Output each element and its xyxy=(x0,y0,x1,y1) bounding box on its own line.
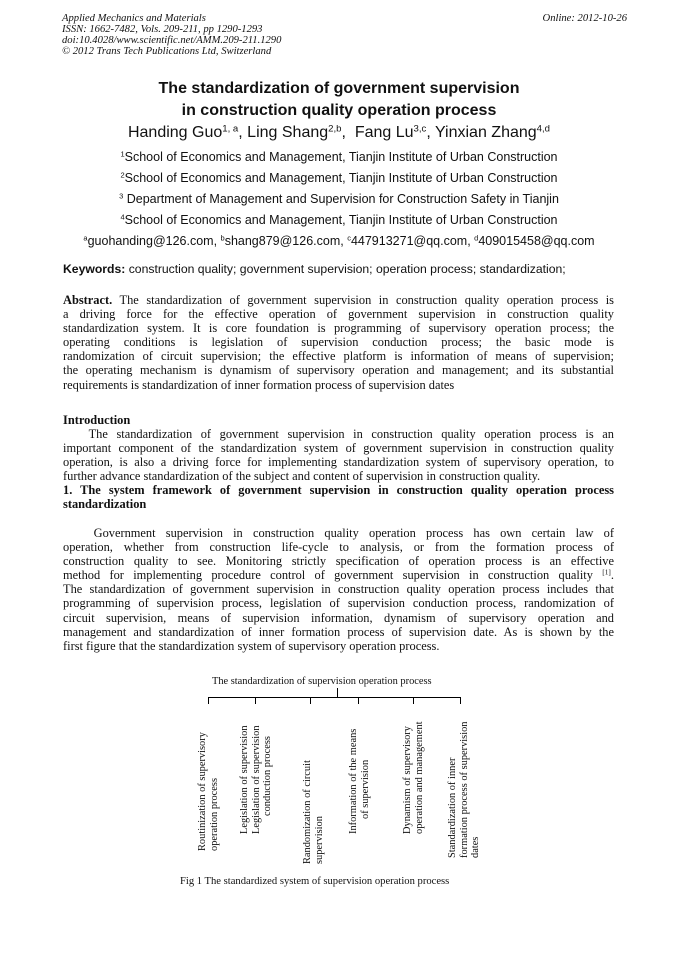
affiliation-sup: 3 xyxy=(119,191,124,201)
author-sup: 4,d xyxy=(536,123,551,135)
figure-root-node: The standardization of supervision operation process xyxy=(212,676,432,687)
intro-line: The standardization of government supervision in construction quality operation process is an xyxy=(63,427,614,441)
intro-line: operation, is also a driving force for implementing standardization system of supervisory operation, to xyxy=(63,455,614,470)
branch-label-line: Dynamism of supervisory xyxy=(402,726,413,834)
body-line: programming of supervision process, legislation of supervision conduction process, randomization of xyxy=(63,596,614,611)
figure-branch-2 xyxy=(239,725,274,834)
abstract-line: standardization system. It is core foundation is programming of supervisory operation process; the xyxy=(63,321,614,336)
intro-line: important component of the standardization system of government supervision in construction quality xyxy=(63,441,614,456)
body-line: construction quality to see. Monitoring strictly specification of operation process is an effective xyxy=(63,554,614,569)
keywords-label: Keywords: xyxy=(63,262,126,276)
keywords xyxy=(63,262,566,277)
figure-tick xyxy=(358,697,359,704)
email-sup: d xyxy=(474,233,479,243)
section-1-heading xyxy=(63,483,614,511)
branch-label-line: of supervision xyxy=(359,759,371,819)
abstract-label: Abstract. xyxy=(63,293,113,307)
figure-branch-3 xyxy=(302,760,325,864)
figure-branch-bar xyxy=(208,697,461,698)
body-line: operation, whether from construction life-cycle to analysis, or from the formation process of xyxy=(63,540,614,555)
branch-label-line: operation process xyxy=(208,778,220,851)
figure-branch-1 xyxy=(197,732,220,851)
introduction-heading: Introduction xyxy=(63,413,131,427)
intro-line: further advance standardization of the subject and content of supervision in construction quality. xyxy=(63,469,541,484)
affiliation-sup: 2 xyxy=(120,170,125,180)
figure-branch-6 xyxy=(447,722,482,859)
figure-tick xyxy=(208,697,209,704)
figure-tick xyxy=(255,697,256,704)
journal-header xyxy=(62,13,281,57)
abstract-line: requirements is standardization of inner formation process of supervision dates xyxy=(63,377,455,392)
abstract-line: operating conditions is legislation of supervision conduction process; the basic mode is xyxy=(63,335,614,350)
email-list xyxy=(0,234,678,249)
branch-label-line: Legislation of supervision xyxy=(250,725,262,834)
author-sup: 3,c xyxy=(413,123,427,135)
branch-label-line: Legislation of supervision xyxy=(239,725,250,834)
author-sup: 1, a xyxy=(222,123,239,135)
figure-stem-line xyxy=(337,688,338,697)
email: shang879@126.com, xyxy=(224,234,348,248)
abstract-line xyxy=(63,293,614,307)
copyright-line: © 2012 Trans Tech Publications Ltd, Switzerland xyxy=(62,46,272,57)
affiliation-sup: 4 xyxy=(120,212,125,222)
author-list: Handing Guo$^{1, a}$, Ling Shang$^{2,b}$, Fang Lu$^{3,c}$, Yinxian Zhang$^{4,d}$ xyxy=(127,123,551,141)
branch-label-line: formation process of supervision xyxy=(458,721,470,858)
abstract-line: the operating mechanism is dynamism of supervisory operation and management; and its substantial xyxy=(63,363,614,378)
branch-label-line: Routinization of supervisory xyxy=(197,732,208,851)
author-name: Yinxian Zhang xyxy=(434,124,537,141)
body-text: method for implementing procedure control of government supervision in construction quality xyxy=(63,568,603,583)
branch-label-line: Standardization of inner xyxy=(447,757,458,858)
section-1-body xyxy=(63,526,614,653)
affiliation-sup: 1 xyxy=(120,149,125,159)
body-line: The standardization of government supervision in construction quality operation process includes that xyxy=(63,582,614,597)
affiliation-text: School of Economics and Management, Tianjin Institute of Urban Construction xyxy=(124,150,558,164)
figure-tick xyxy=(310,697,311,704)
body-line: method for implementing procedure control of government supervision in construction quality [1]. xyxy=(63,567,614,583)
branch-label-line: Randomization of circuit xyxy=(302,760,313,864)
paper-title-line-1: The standardization of government supervision xyxy=(158,80,520,97)
author-name: Handing Guo xyxy=(127,124,223,141)
author-name: Fang Lu xyxy=(354,124,414,141)
abstract-text: The standardization of government supervision in construction quality operation process is xyxy=(112,293,614,307)
branch-label-line: dates xyxy=(470,836,481,858)
branch-label-line: supervision xyxy=(313,816,325,864)
email-sup: a xyxy=(83,233,88,243)
abstract-line: randomization of circuit supervision; the effective platform is information of means of supervision; xyxy=(63,349,614,364)
email: 409015458@qq.com xyxy=(478,234,595,248)
abstract-line: a driving force for the effective operation of government supervision in construction quality xyxy=(63,307,614,322)
branch-label-line: operation and management xyxy=(413,721,425,834)
author-name: Ling Shang xyxy=(247,124,329,141)
affiliation-text: School of Economics and Management, Tianjin Institute of Urban Construction xyxy=(124,171,558,185)
figure-branch-5 xyxy=(402,721,425,834)
figure-caption: Fig 1 The standardized system of supervision operation process xyxy=(180,876,450,887)
branch-label-line: Information of the means xyxy=(348,728,359,834)
abstract xyxy=(63,293,614,392)
affiliation-text: School of Economics and Management, Tianjin Institute of Urban Construction xyxy=(124,213,558,227)
branch-label-line: conduction process xyxy=(262,736,273,816)
email-sup: b xyxy=(220,233,225,243)
body-line: management and standardization of inner formation process of supervision date. As is shown by the xyxy=(63,624,614,639)
affiliation-3 xyxy=(0,192,678,207)
paper-title-line-2: in construction quality operation process xyxy=(181,102,497,119)
figure-tick xyxy=(413,697,414,704)
body-line: Government supervision in construction quality operation process has own certain law of xyxy=(63,526,614,540)
affiliation-text: Department of Management and Supervision for Construction Safety in Tianjin xyxy=(123,192,559,206)
journal-name: Applied Mechanics and Materials xyxy=(62,13,206,24)
body-line: first figure that the standardization system of supervisory operation process. xyxy=(63,638,440,653)
section-heading-line: standardization xyxy=(63,497,147,512)
email: guohanding@126.com, xyxy=(87,234,221,248)
affiliation-2 xyxy=(0,171,678,186)
figure-tick xyxy=(460,697,461,704)
citation[interactable]: [1] xyxy=(602,567,611,577)
doi-line: doi:10.4028/www.scientific.net/AMM.209-211.1290 xyxy=(62,35,282,46)
figure-branch-4 xyxy=(348,729,371,834)
online-date: Online: 2012-10-26 xyxy=(542,13,627,24)
keywords-text: construction quality; government supervision; operation process; standardization; xyxy=(125,262,566,276)
affiliation-4 xyxy=(0,213,678,228)
issn-line: ISSN: 1662-7482, Vols. 209-211, pp 1290-1293 xyxy=(62,24,263,35)
author-sup: 2,b xyxy=(328,123,342,135)
introduction-body xyxy=(63,427,614,483)
section-heading-line: 1. The system framework of government supervision in construction quality operation process xyxy=(63,483,614,497)
affiliation-1 xyxy=(0,150,678,165)
email-sup: c xyxy=(347,233,351,243)
email: 447913271@qq.com, xyxy=(350,234,475,248)
body-line: circuit supervision, means of supervision information, dynamism of supervisory operation and xyxy=(63,610,614,625)
